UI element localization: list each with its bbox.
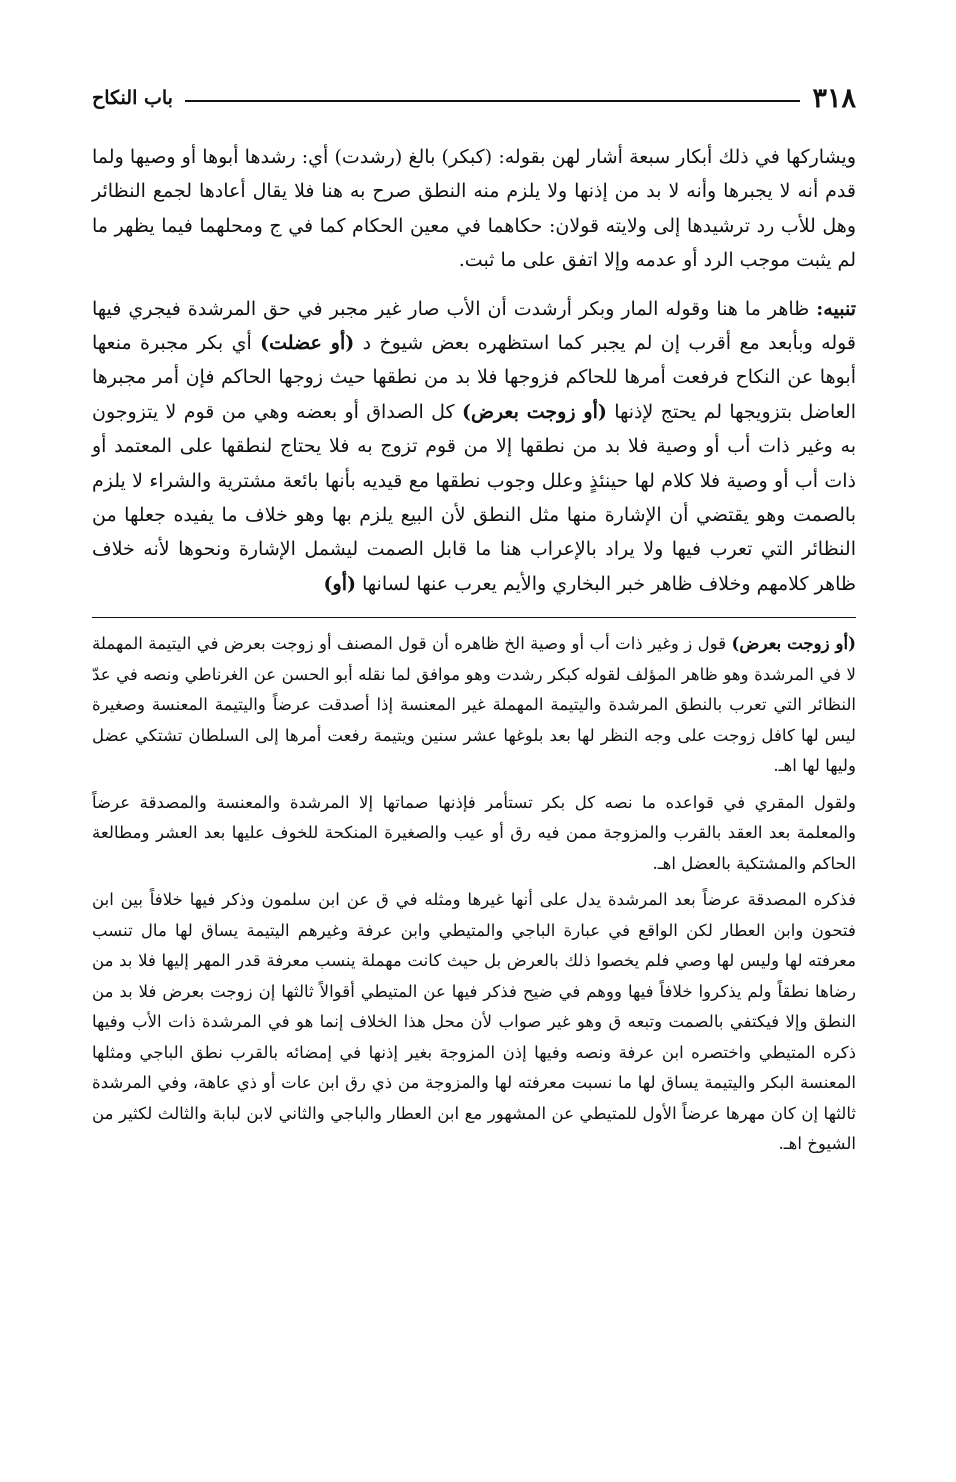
text-run: أي بكر مجبرة منعها أبوها عن النكاح فرفعت أمرها للحاكم فزوجها فلا بد من نطقها حيث زوجها الحاكم فإن أمر مجبرها العاضل بتزويجها لم يحتج لإذنها <box>92 332 857 423</box>
footnote-divider <box>92 617 856 618</box>
matn-quote: (أو زوجت بعرض) <box>461 400 607 423</box>
main-text <box>92 140 856 601</box>
matn-quote: (أو) <box>323 572 356 595</box>
footnote-paragraph-3: فذكره المصدقة عرضاً بعد المرشدة يدل على أنها غيرها ومثله في ق عن ابن سلمون وذكر فيها خلافاً بين ابن فتحون وابن العطار لكن الواقع في عبارة الباجي والمتيطي وابن عرفة وغيرهم اليتيمة يساق لها مال تنسب معرفته لها وليس لها وصي فلم يخصوا ذلك بالعرض بل حيث كانت مهملة ينسب معرفة قدر المهر إليها فلا بد من رضاها نطقاً ولم يذكروا خلافاً فيها ووهم في ضيح فذكر فيها عن المتيطي أقوالاً ثالثها إن زوجت بعرض فلا بد من النطق وإلا فيكتفي بالصمت وتبعه ق وهو غير صواب لأن محل هذا الخلاف إنما هو في المرشدة ذات الأب وفيها ذكره المتيطي واختصره ابن عرفة ونصه وفيها إذن المزوجة بغير إذنها في إمضائه بالقرب نطق الباجي ومثلها المعنسة البكر واليتيمة يساق لها ما نسبت معرفته لها والمزوجة من ذي رق ابن عات أو ذي عاهة، وفي المرشدة ثالثها إن كان مهرها عرضاً الأول للمتيطي عن المشهور مع ابن العطار والباجي والثاني لابن لبابة والثالث لكثير من الشيوخ اهـ. <box>92 890 856 1154</box>
main-paragraph-1: ويشاركها في ذلك أبكار سبعة أشار لهن بقوله: (كبكر) بالغ (رشدت) أي: رشدها أبوها أو وصيها ولما قدم أنه لا يجبرها وأنه لا بد من إذنها ولا يلزم منه النطق صرح به هنا فلا يقال أعادها لجمع النظائر وهل للأب رد ترشيدها إلى ولايته قولان: حكاهما في معين الحكام كما في ج ومحلهما فيما يظهر ما لم يثبت موجب الرد أو عدمه وإلا اتفق على ما ثبت. <box>92 146 856 272</box>
main-paragraph-2 <box>92 292 856 602</box>
text-run: كل الصداق أو بعضه وهي من قوم لا يتزوجون به وغير ذات أب أو وصية فلا بد من نطقها إلا من قوم تزوج به فلا يحتاج لنطقها على المعتمد أو ذات أب أو وصية فلا كلام لها حينئذٍ وعلل وجوب نطقها مع قيديه بأنها بائعة مشترية والشراء لا يلزم بالصمت وهو يقتضي أن الإشارة منها مثل النطق لأن البيع يلزم بها وهو خلاف ما يفيده جعلها من النظائر التي تعرب فيها ولا يراد بالإعراب هنا ما قابل الصمت ليشمل الإشارة ونحوها لأنه خلاف ظاهر كلامهم وخلاف ظاهر خبر البخاري والأيم يعرب عنها لسانها <box>92 400 856 595</box>
page-number: ٣١٨ <box>812 82 856 114</box>
header-rule <box>185 100 801 102</box>
book-page <box>92 78 856 1166</box>
footnotes <box>92 628 856 1160</box>
text-run: ظاهر ما هنا وقوله المار وبكر أرشدت أن الأب صار غير مجبر في حق المرشدة فيجري فيها قوله وبأبعد مع أقرب إن لم يجبر كما استظهره بعض شيوخ د <box>92 297 857 355</box>
footnote-paragraph-1 <box>92 628 856 782</box>
text-run: قول ز وغير ذات أب أو وصية الخ ظاهره أن قول المصنف أو زوجت بعرض في اليتيمة المهملة لا في المرشدة وهو ظاهر المؤلف لقوله كبكر رشدت وهو موافق لما نقله أبو الحسن عن الغرناطي ونصه في عدّ النظائر التي تعرب بالنطق المرشدة واليتيمة المهملة غير المعنسة إذا أصدقت عرضاً واليتيمة المعنسة وصغيرة ليس لها كافل زوجت على وجه النظر لها بعد بلوغها عشر سنين ويتيمة رفعت أمرها إلى السلطان تشتكي عضل وليها لها اهـ. <box>92 634 856 776</box>
matn-quote: (أو عضلت) <box>260 332 355 355</box>
chapter-title: باب النكاح <box>92 87 173 109</box>
note-lead: تنبيه: <box>816 297 856 320</box>
footnote-paragraph-2: ولقول المقري في قواعده ما نصه كل بكر تستأمر فإذنها صماتها إلا المرشدة والمعنسة والمصدقة عرضاً والمعلمة بعد العقد بالقرب والمزوجة ممن فيه رق أو عيب والصغيرة المنكحة للخوف عليها بعد العشر ومطالعة الحاكم والمشتكية بالعضل اهـ. <box>92 792 856 873</box>
running-header <box>92 78 856 118</box>
footnote-lead: (أو زوجت بعرض) <box>731 633 856 654</box>
